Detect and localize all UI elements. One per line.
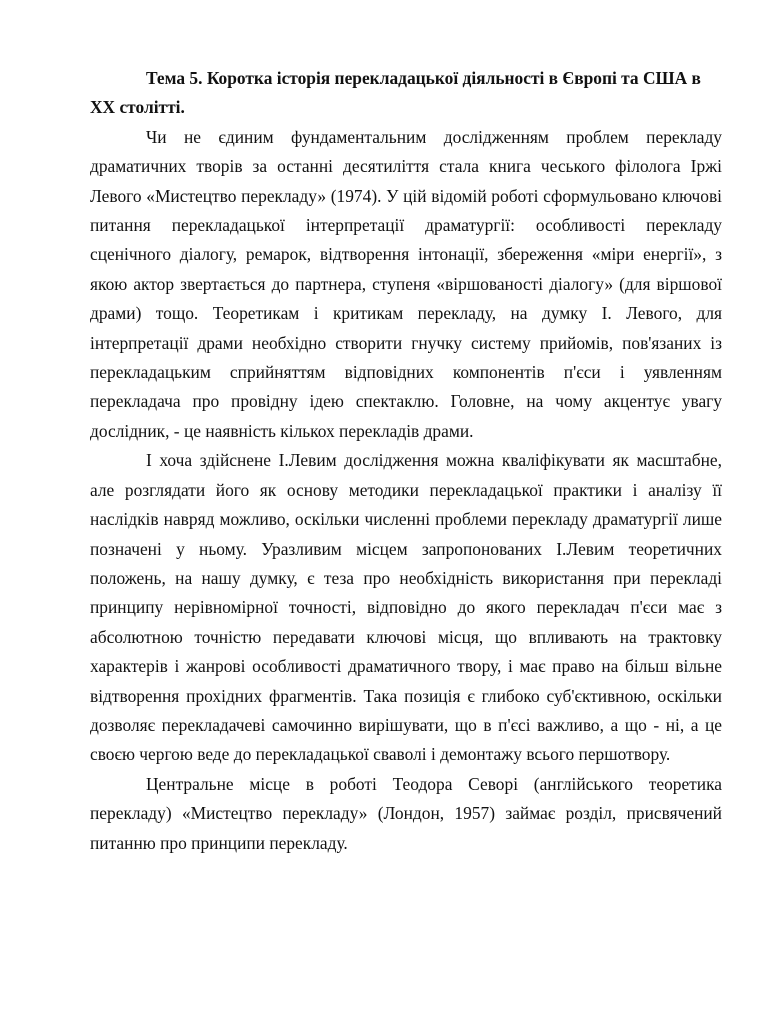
paragraph-levy-book: Чи не єдиним фундаментальним дослідженням проблем перекладу драматичних творів за останні десятиліття стала книга чеського філолога Іржі Левого «Мистецтво перекладу» (1974). У цій відомій роботі сформульовано ключові питання перекладацької інтерпретації драматургії: особливості перекладу сценічного діалогу, ремарок, відтворення інтонації, збереження «міри енергії», з якою актор звертається до партнера, ступеня «віршованості діалогу» (для віршової драми) тощо. Теоретикам і критикам перекладу, на думку І. Левого, для інтерпретації драми необхідно створити гнучку систему прийомів, пов'язаних із перекладацьким сприйняттям відповідних компонентів п'єси і уявленням перекладача про провідну ідею спектаклю. Головне, на чому акцентує увагу дослідник, - це наявність кількох перекладів драми.: [90, 126, 722, 441]
paragraph-savory: Центральне місце в роботі Теодора Севорі (англійського теоретика перекладу) «Мистецтво перекладу» (Лондон, 1957) займає розділ, присвячений питанню про принципи перекладу.: [90, 773, 722, 853]
document-title: Тема 5. Коротка історія перекладацької діяльності в Європі та США в ХХ столітті.: [90, 68, 701, 118]
document-page: [90, 64, 722, 858]
paragraph-levy-critique: І хоча здійснене І.Левим дослідження можна кваліфікувати як масштабне, але розглядати його як основу методики перекладацької практики і аналізу її наслідків навряд можливо, оскільки численні проблеми перекладу драматургії лише позначені у ньому. Уразливим місцем запропонованих І.Левим теоретичних положень, на нашу думку, є теза про необхідність використання при перекладі принципу нерівномірної точності, відповідно до якого перекладач п'єси має з абсолютною точністю передавати ключові місця, що впливають на трактовку характерів і жанрові особливості драматичного твору, і має право на більш вільне відтворення прохідних фрагментів. Така позиція є глибоко суб'єктивною, оскільки дозволяє перекладачеві самочинно вирішувати, що в п'єсі важливо, а що - ні, а це своєю чергою веде до перекладацької сваволі і демонтажу всього першотвору.: [90, 450, 722, 765]
